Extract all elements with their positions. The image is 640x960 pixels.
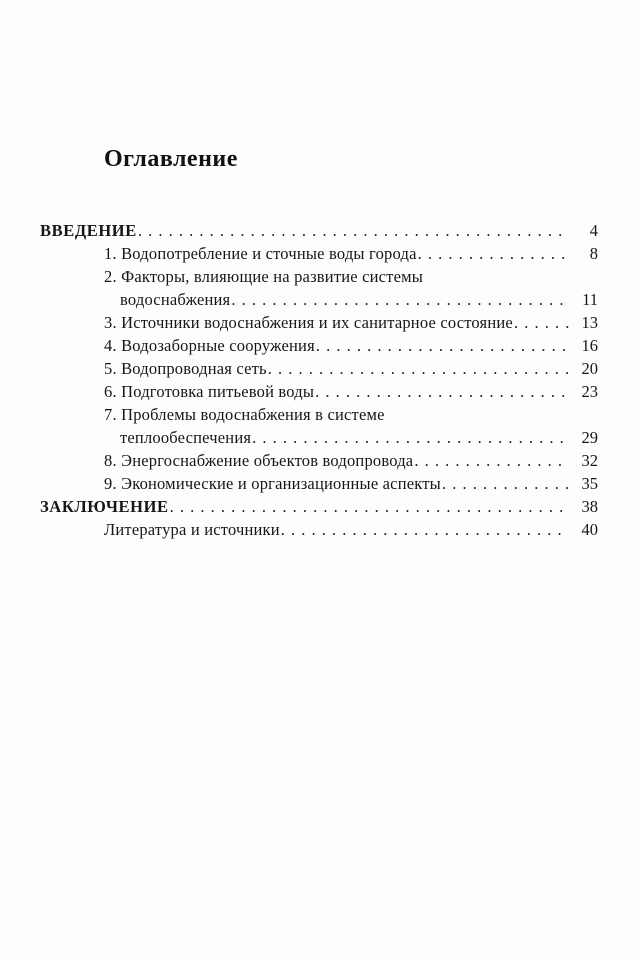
dot-leader <box>414 449 569 472</box>
toc-row <box>40 380 598 403</box>
toc-entry-page: 40 <box>581 520 598 539</box>
toc-row <box>40 219 598 242</box>
toc-entry-page: 35 <box>581 474 598 493</box>
toc-row <box>40 288 598 311</box>
dot-leader <box>281 518 569 541</box>
dot-leader <box>442 472 569 495</box>
toc-row <box>40 518 598 541</box>
toc-entry-label: Литература и источники <box>104 520 280 539</box>
toc-entry-label: водоснабжения <box>120 290 231 309</box>
dot-leader <box>514 311 569 334</box>
toc-row <box>40 426 598 449</box>
toc-row <box>40 403 598 426</box>
toc-entry-label: ЗАКЛЮЧЕНИЕ <box>40 497 169 516</box>
toc-entry-page: 8 <box>589 244 598 263</box>
dot-leader <box>268 357 569 380</box>
dot-leader <box>316 334 569 357</box>
toc-entry-page: 13 <box>581 313 598 332</box>
toc-entry-label: 8. Энергоснабжение объектов водопровода <box>104 451 414 470</box>
toc-row <box>40 265 598 288</box>
toc-row <box>40 357 598 380</box>
dot-leader <box>252 426 569 449</box>
toc-entry-label: 1. Водопотребление и сточные воды города <box>104 244 417 263</box>
toc-entry-label: 5. Водопроводная сеть <box>104 359 267 378</box>
toc-entry-label: 2. Факторы, влияющие на развитие системы <box>104 267 424 286</box>
table-of-contents <box>40 219 598 541</box>
toc-entry-label: 4. Водозаборные сооружения <box>104 336 315 355</box>
toc-row <box>40 472 598 495</box>
toc-entry-page: 32 <box>581 451 598 470</box>
toc-row <box>40 311 598 334</box>
toc-entry-label: 7. Проблемы водоснабжения в системе <box>104 405 385 424</box>
toc-entry-label: 3. Источники водоснабжения и их санитарное состояние <box>104 313 513 332</box>
dot-leader <box>170 495 569 518</box>
toc-entry-page: 20 <box>581 359 598 378</box>
toc-entry-label: теплообеспечения <box>120 428 252 447</box>
toc-row <box>40 334 598 357</box>
toc-entry-label: 9. Экономические и организационные аспекты <box>104 474 441 493</box>
page-title: Оглавление <box>104 146 238 172</box>
toc-entry-page: 23 <box>581 382 598 401</box>
toc-entry-page: 11 <box>582 290 598 309</box>
dot-leader <box>231 288 569 311</box>
dot-leader <box>418 242 569 265</box>
toc-entry-page: 29 <box>581 428 598 447</box>
toc-entry-page: 38 <box>581 497 598 516</box>
dot-leader <box>315 380 569 403</box>
toc-entry-page: 16 <box>581 336 598 355</box>
toc-row <box>40 449 598 472</box>
dot-leader <box>138 219 569 242</box>
toc-entry-label: ВВЕДЕНИЕ <box>40 221 137 240</box>
toc-entry-label: 6. Подготовка питьевой воды <box>104 382 315 401</box>
toc-entry-page: 4 <box>589 221 598 240</box>
toc-row <box>40 495 598 518</box>
toc-row <box>40 242 598 265</box>
